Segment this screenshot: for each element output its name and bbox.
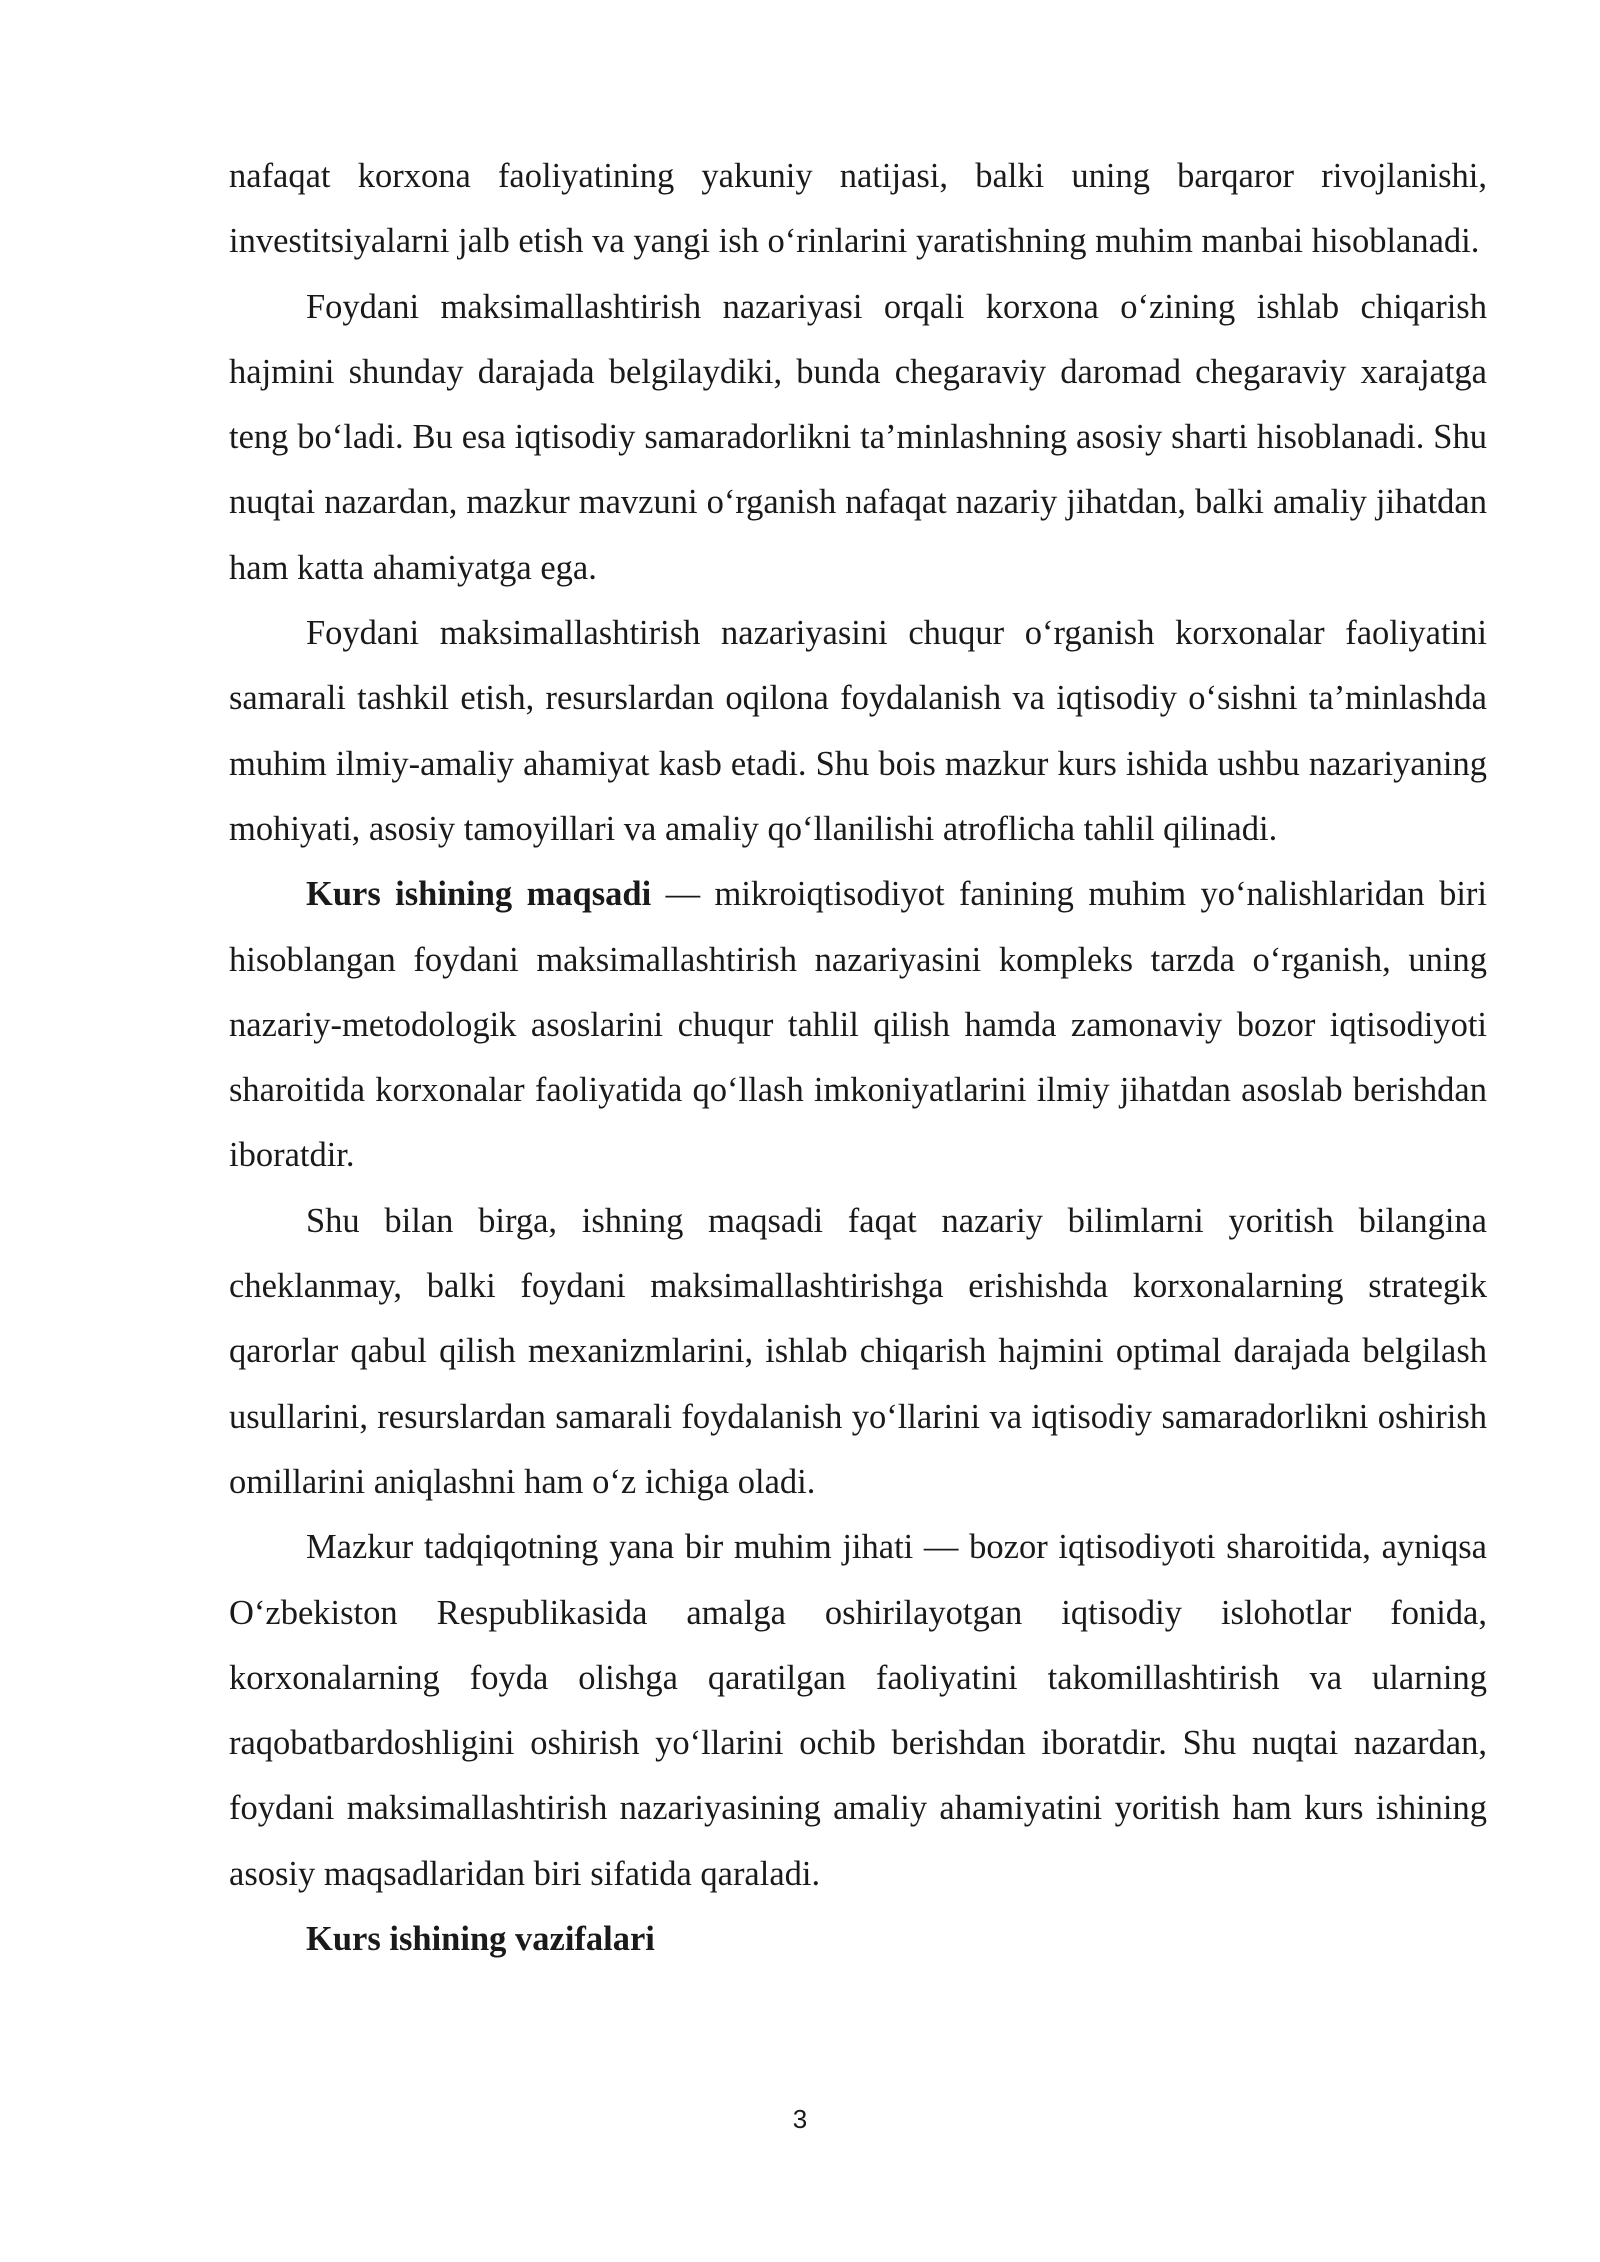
paragraph-bold-lead: Kurs ishining maqsadi [306,875,652,914]
paragraph-text: — mikroiqtisodiyot fanining muhim yo‘nalishlaridan biri hisoblangan foydani maksimallashtirish nazariyasini kompleks tarzda o‘rganish, uning nazariy-metodologik asoslarini chuqur tahlil qilish hamda zamonaviy bozor iqtisodiyoti sharoitida korxonalar faoliyatida qo‘llash imkoniyatlarini ilmiy jihatdan asoslab berishdan iboratdir. [229,875,1487,1175]
paragraph [229,144,1487,275]
paragraph [229,275,1487,601]
paragraph-goal [229,862,1487,1188]
paragraph [229,601,1487,862]
page-number: 3 [792,2104,808,2134]
paragraph-text: Foydani maksimallashtirish nazariyasi orqali korxona o‘zining ishlab chiqarish hajmini shunday darajada belgilaydiki, bunda chegaraviy daromad chegaraviy xarajatga teng bo‘ladi. Bu esa iqtisodiy samaradorlikni ta’minlashning asosiy sharti hisoblanadi. Shu nuqtai nazardan, mazkur mavzuni o‘rganish nafaqat nazariy jihatdan, balki amaliy jihatdan ham katta ahamiyatga ega. [229,287,1487,587]
paragraph [229,1515,1487,1907]
paragraph-text: nafaqat korxona faoliyatining yakuniy natijasi, balki uning barqaror rivojlanishi, investitsiyalarni jalb etish va yangi ish o‘rinlarini yaratishning muhim manbai hisoblanadi. [229,157,1487,261]
paragraph-text: Mazkur tadqiqotning yana bir muhim jihati — bozor iqtisodiyoti sharoitida, ayniqsa O‘zbekiston Respublikasida amalga oshirilayotgan iqtisodiy islohotlar fonida, korxonalarning foyda olishga qaratilgan faoliyatini takomillashtirish va ularning raqobatbardoshligini oshirish yo‘llarini ochib berishdan iboratdir. Shu nuqtai nazardan, foydani maksimallashtirish nazariyasining amaliy ahamiyatini yoritish ham kurs ishining asosiy maqsadlaridan biri sifatida qaraladi. [229,1528,1487,1893]
section-heading-text: Kurs ishining vazifalari [306,1920,655,1959]
paragraph-text: Foydani maksimallashtirish nazariyasini chuqur o‘rganish korxonalar faoliyatini samarali tashkil etish, resurslardan oqilona foydalanish va iqtisodiy o‘sishni ta’minlashda muhim ilmiy-amaliy ahamiyat kasb etadi. Shu bois mazkur kurs ishida ushbu nazariyaning mohiyati, asosiy tamoyillari va amaliy qo‘llanilishi atroflicha tahlil qilinadi. [229,614,1487,848]
section-heading [229,1907,1487,1972]
paragraph [229,1189,1487,1515]
paragraph-text: Shu bilan birga, ishning maqsadi faqat nazariy bilimlarni yoritish bilangina cheklanmay, balki foydani maksimallashtirishga erishishda korxonalarning strategik qarorlar qabul qilish mexanizmlarini, ishlab chiqarish hajmini optimal darajada belgilash usullarini, resurslardan samarali foydalanish yo‘llarini va iqtisodiy samaradorlikni oshirish omillarini aniqlashni ham o‘z ichiga oladi. [229,1201,1487,1501]
body-text [229,144,1487,1972]
